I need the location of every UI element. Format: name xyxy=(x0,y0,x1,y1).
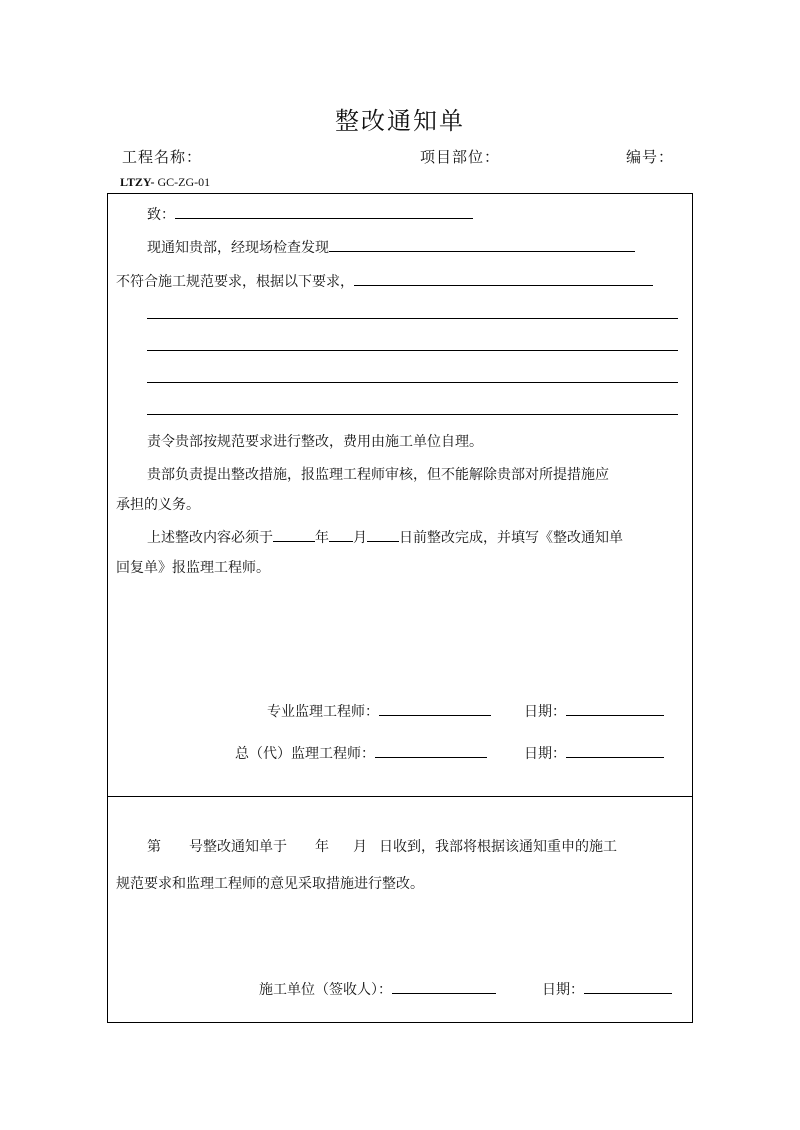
deadline-month-field[interactable] xyxy=(329,527,353,542)
document-title: 整改通知单 xyxy=(335,107,465,135)
date-label: 日期： xyxy=(524,704,566,720)
deadline-row xyxy=(147,527,623,547)
chief-engineer-label: 总（代）监理工程师： xyxy=(235,746,375,762)
receipt-year-label: 年 xyxy=(315,839,329,855)
requirement-line[interactable] xyxy=(147,414,678,415)
found-text: 现通知贵部，经现场检查发现 xyxy=(147,240,329,256)
form-code-suffix: GC-ZG-01 xyxy=(154,175,211,189)
engineer-date-field[interactable] xyxy=(566,701,664,716)
receipt-date-label: 日期： xyxy=(542,982,584,998)
deadline-line2: 回复单》报监理工程师。 xyxy=(116,560,270,576)
project-name-label: 工程名称： xyxy=(122,148,203,166)
year-label: 年 xyxy=(315,530,329,546)
received-text: 日收到，我部将根据该通知重申的施工 xyxy=(379,839,617,855)
engineer-signature-row xyxy=(267,701,491,721)
project-location-label: 项目部位： xyxy=(420,148,501,166)
contractor-signature-field[interactable] xyxy=(392,979,496,994)
deadline-day-field[interactable] xyxy=(367,527,399,542)
order-text: 责令贵部按规范要求进行整改，费用由施工单位自理。 xyxy=(147,434,483,450)
to-label: 致： xyxy=(147,207,175,223)
contractor-signature-row xyxy=(259,979,496,999)
requirements-field[interactable] xyxy=(354,271,653,286)
contractor-label: 施工单位（签收人）： xyxy=(259,982,392,998)
contractor-date-row xyxy=(542,979,672,999)
contractor-date-field[interactable] xyxy=(584,979,672,994)
chief-signature-row xyxy=(235,743,487,763)
found-row xyxy=(147,237,635,257)
date-label: 日期： xyxy=(524,746,566,762)
receipt-line2: 规范要求和监理工程师的意见采取措施进行整改。 xyxy=(116,876,424,892)
receipt-number-suffix: 号整改通知单于 xyxy=(189,839,287,855)
month-label: 月 xyxy=(353,530,367,546)
noncompliance-row xyxy=(116,271,653,291)
receipt-number-prefix: 第 xyxy=(147,839,161,855)
responsibility-line2: 承担的义务。 xyxy=(116,497,200,513)
recipient-field[interactable] xyxy=(175,204,473,219)
noncompliance-text: 不符合施工规范要求，根据以下要求， xyxy=(116,274,354,290)
to-row xyxy=(147,204,473,224)
chief-date-field[interactable] xyxy=(566,743,664,758)
section-divider xyxy=(107,796,693,797)
deadline-year-field[interactable] xyxy=(273,527,315,542)
engineer-signature-field[interactable] xyxy=(379,701,491,716)
chief-date-row xyxy=(524,743,664,763)
findings-field[interactable] xyxy=(329,237,635,252)
engineer-date-row xyxy=(524,701,664,721)
responsibility-line1: 贵部负责提出整改措施，报监理工程师审核，但不能解除贵部对所提措施应 xyxy=(147,467,609,483)
receipt-month-label: 月 xyxy=(353,839,367,855)
form-code xyxy=(120,175,210,190)
deadline-prefix: 上述整改内容必须于 xyxy=(147,530,273,546)
requirement-line[interactable] xyxy=(147,350,678,351)
receipt-row xyxy=(147,836,617,856)
chief-signature-field[interactable] xyxy=(375,743,487,758)
deadline-suffix: 日前整改完成，并填写《整改通知单 xyxy=(399,530,623,546)
number-label: 编号： xyxy=(626,148,675,166)
requirement-line[interactable] xyxy=(147,382,678,383)
requirement-line[interactable] xyxy=(147,318,678,319)
engineer-label: 专业监理工程师： xyxy=(267,704,379,720)
form-code-prefix: LTZY- xyxy=(120,175,155,189)
